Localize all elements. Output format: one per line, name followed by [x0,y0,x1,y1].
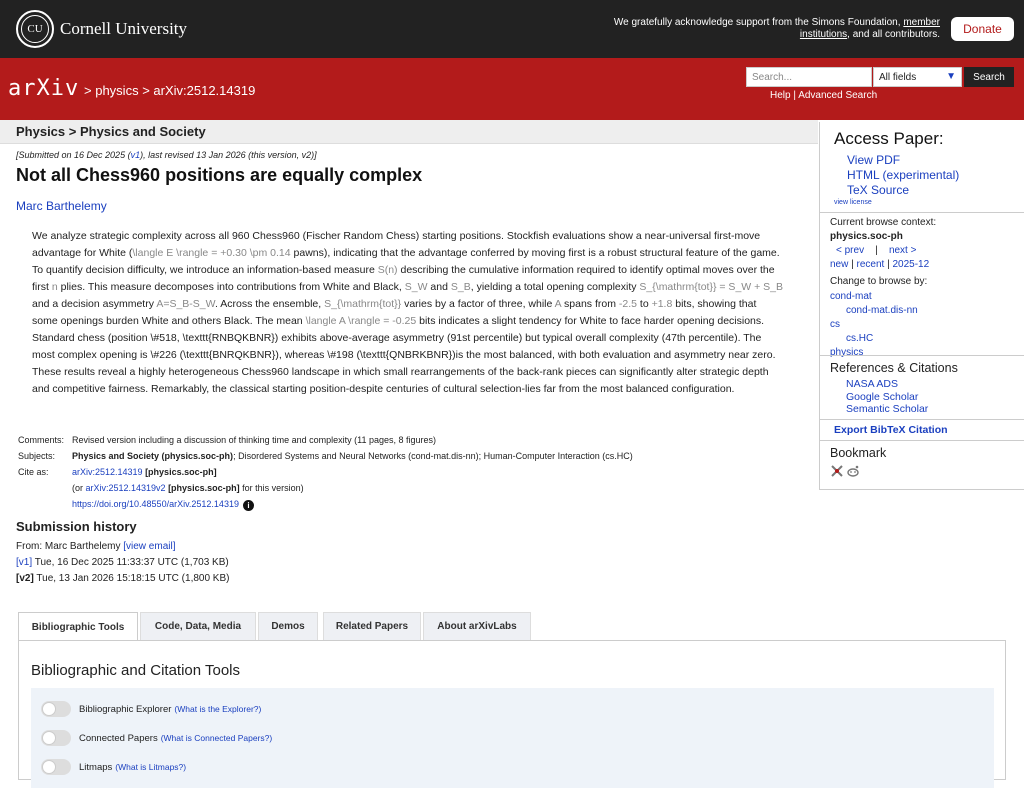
subjects-label: Subjects: [18,451,56,461]
subject-bar [0,120,818,144]
comments-row [18,432,633,448]
tool-help-link[interactable]: (What is the Explorer?) [174,704,262,714]
search-input[interactable]: Search... [746,67,872,87]
help-link[interactable]: Help [770,90,791,101]
view-email-link[interactable]: [view email] [123,541,176,552]
doi-value [72,496,254,512]
abstract-text: bits indicates a slight tendency for White to face harder opening decisions. Standard chess (position \#518, \texttt{RNBQKBNR}) exhibits above-average asymmetry (91st percentile) but typical overall complexity (47th percentile). The most complex opening is \#226 (\texttt{BNRQKBNR}), whereas \#198 (\texttt{QNBRKBNR})is the most balanced, with both evaluation and asymmetry near zero. These results reveal a highly heterogeneous Chess960 landscape in which small rearrangements of the back-rank pieces can significantly alter strategic depth and competitive fairness. Remarkably, the classical starting position-despite centuries of cultural selection-lies far from the most balanced configuration. [32,315,776,395]
search-button[interactable]: Search [964,67,1014,87]
info-icon[interactable]: i [243,500,254,511]
browse-context [830,216,936,360]
abstract-text: describing the cumulative information required to identify optimal moves over the first [32,264,775,293]
abstract-text: varies by a factor of three, while [401,298,555,310]
breadcrumb-id: arXiv:2512.14319 [153,83,256,98]
history-from-text: From: Marc Barthelemy [16,541,124,552]
tab-bibliographic-tools[interactable]: Bibliographic Tools [18,612,138,641]
submission-history [16,539,229,587]
reddit-icon[interactable] [846,464,860,478]
cornell-banner [0,0,1024,58]
tab-about-arxivlabs[interactable]: About arXivLabs [423,612,531,640]
cite-value [72,464,217,480]
litmaps-toggle[interactable] [41,759,71,775]
subject-heading: Physics > Physics and Society [16,124,206,139]
cite-v2-suffix: for this version) [239,483,304,493]
abstract-text: to [636,298,652,310]
primary-subject: Physics and Society (physics.soc-ph) [72,451,234,461]
arxiv-header [0,58,1024,120]
abstract-text: , yielding a total opening complexity [470,281,640,293]
tab-panel [18,640,1006,780]
context-category: physics.soc-ph [830,231,903,242]
history-v2 [16,571,229,587]
google-scholar-link[interactable]: Google Scholar [846,390,919,403]
abstract-text: and a decision asymmetry [32,298,157,310]
view-license-link[interactable]: view license [834,199,872,206]
cite-id-link[interactable]: arXiv:2512.14319 [72,467,143,477]
cite-v2-category: [physics.soc-ph] [165,483,240,493]
chevron-down-icon: ▼ [946,71,956,82]
tool-row-explorer [41,701,261,717]
tex-source-link[interactable]: TeX Source [847,183,910,197]
recent-link[interactable]: recent [856,259,885,270]
browse-cs[interactable]: cs [830,319,840,330]
abstract-math: S_B [450,281,471,293]
tool-label: Bibliographic Explorer [79,703,172,715]
browse-physics[interactable]: physics [830,347,864,358]
tools-box [31,688,994,788]
divider [820,419,1024,420]
export-bibtex-link[interactable]: Export BibTeX Citation [834,424,948,436]
abstract-text: plies. This measure decomposes into contributions from White and Black, [57,281,405,293]
bookmark-icons [830,464,860,478]
abstract-math: \langle A \rangle = -0.25 [305,315,417,327]
subjects-value [72,448,633,464]
abstract-math: S(n) [377,264,398,276]
help-links [770,90,877,101]
change-browse-label: Change to browse by: [830,276,928,287]
v1-link[interactable]: v1 [130,150,141,160]
abstract-text: We analyze strategic complexity across all 960 Chess960 (Fischer Random Chess) starting positions. Stockfish evaluations show a near-universal first-move advantage for White ( [32,230,761,259]
abstract-math: A [554,298,562,310]
browse-cond-mat[interactable]: cond-mat [830,291,872,302]
member-institutions-link[interactable]: member institutions [799,17,940,40]
browse-cs-hc[interactable]: cs.HC [846,333,874,344]
divider [820,355,1024,356]
cite-or: (or [72,483,86,493]
advanced-search-link[interactable]: Advanced Search [798,90,878,101]
support-prefix: We gratefully acknowledge support from the Simons Foundation, [613,17,904,28]
divider [820,440,1024,441]
tab-code-data-media[interactable]: Code, Data, Media [140,612,256,640]
submission-dates [16,150,317,160]
nasa-ads-link[interactable]: NASA ADS [846,378,898,390]
history-v1-date: Tue, 16 Dec 2025 11:33:37 UTC (1,703 KB) [32,557,229,568]
author-link[interactable]: Marc Barthelemy [16,199,107,213]
abstract-text: . Across the ensemble, [214,298,325,310]
doi-link[interactable]: https://doi.org/10.48550/arXiv.2512.14319 [72,499,239,509]
arxiv-logo[interactable]: arXiv [8,76,80,101]
comments-label: Comments: [18,435,65,445]
abstract-math: -2.5 [618,298,637,310]
tool-label: Connected Papers [79,732,158,744]
bookmark-title: Bookmark [830,446,887,460]
subjects-row [18,448,633,464]
references-links [846,378,928,416]
divider [820,212,1024,213]
abstract-text: pawns), indicating that the advantage conferred by moving first is a robust structural feature of the game. To quantify decision difficulty, we introduce an information-based measure [32,247,780,276]
cite-v2-link[interactable]: arXiv:2512.14319v2 [85,483,166,493]
nav-separator: | [875,245,878,256]
context-label: Current browse context: [830,217,937,228]
donate-button[interactable]: Donate [951,17,1014,41]
month-link[interactable]: 2025-12 [892,259,930,270]
spacer [18,480,72,496]
tool-row-litmaps [41,759,186,775]
cite-row [18,464,633,480]
abstract-text: bits, showing that some openings burden White and others Black. The mean [32,298,757,327]
search-field-value: All fields [879,72,917,83]
abstract-text: and [427,281,451,293]
view-pdf-link[interactable]: View PDF [847,153,901,167]
prev-link[interactable]: < prev [836,245,865,256]
breadcrumb [84,83,255,98]
history-v1-link[interactable]: [v1] [16,557,33,568]
abstract-math: S_{\mathrm{tot}} [324,298,402,310]
tab-related-papers[interactable]: Related Papers [323,612,421,640]
connected-papers-toggle[interactable] [41,730,71,746]
cornell-seal-text: CU [21,15,49,43]
bibsonomy-icon[interactable] [830,464,844,478]
breadcrumb-separator: > [84,83,96,98]
submitted-prefix: [Submitted on 16 Dec 2025 ( [16,150,131,160]
sidebar [819,122,1024,490]
abstract [32,228,784,398]
abstract-math: S_W [404,281,428,293]
tool-row-connected-papers [41,730,272,746]
prev-next [830,244,936,258]
listing-links: new | recent | 2025-12 [830,259,930,270]
next-link[interactable]: next > [888,245,917,256]
cite-version-row [18,480,633,496]
abstract-math: n [51,281,58,293]
tool-help-link[interactable]: (What is Connected Papers?) [160,733,273,743]
other-subjects: ; Disordered Systems and Neural Networks (cond-mat.dis-nn); Human-Computer Interaction (cs.HC) [233,451,633,461]
comments-value: Revised version including a discussion of thinking time and complexity (11 pages, 8 figures) [72,435,437,445]
cite-label: Cite as: [18,467,49,477]
breadcrumb-separator: > [138,83,154,98]
support-suffix: , and all contributors. [847,29,940,40]
abstract-math: \langle E \rangle = +0.30 \pm 0.14 [132,247,291,259]
tab-demos[interactable]: Demos [258,612,318,640]
cornell-name[interactable]: Cornell University [60,19,188,38]
abstract-text: spans from [561,298,619,310]
new-link[interactable]: new [830,259,849,270]
abstract-math: A=S_B-S_W [156,298,215,310]
html-link[interactable]: HTML (experimental) [847,168,960,182]
history-v2-date: Tue, 13 Jan 2026 15:18:15 UTC (1,800 KB) [33,573,230,584]
references-title: References & Citations [830,361,958,375]
support-text [600,17,940,41]
submission-history-title: Submission history [16,519,137,534]
cornell-seal-icon[interactable] [16,10,54,48]
paper-title: Not all Chess960 positions are equally complex [16,165,423,185]
tool-label: Litmaps [79,761,113,773]
cite-version-value [72,480,304,496]
browse-cond-mat-dis-nn[interactable]: cond-mat.dis-nn [846,305,918,316]
doi-row [18,496,633,512]
cite-category: [physics.soc-ph] [142,467,217,477]
access-paper-title: Access Paper: [834,129,944,148]
abstract-math: +1.8 [651,298,673,310]
abstract-math: S_{\mathrm{tot}} = S_W + S_B [639,281,784,293]
access-links [847,153,959,198]
breadcrumb-physics[interactable]: physics [95,83,139,98]
explorer-toggle[interactable] [41,701,71,717]
help-separator: | [790,90,799,101]
spacer [18,496,72,512]
history-v2-label: [v2] [16,573,34,584]
tool-help-link[interactable]: (What is Litmaps?) [115,762,187,772]
metadata-table [18,432,633,512]
panel-title: Bibliographic and Citation Tools [31,662,241,679]
semantic-scholar-link[interactable]: Semantic Scholar [846,403,929,415]
history-v1 [16,555,229,571]
submitted-suffix: ), last revised 13 Jan 2026 (this version, v2)] [140,150,317,160]
search-field-select[interactable] [873,67,962,87]
history-from [16,539,229,555]
